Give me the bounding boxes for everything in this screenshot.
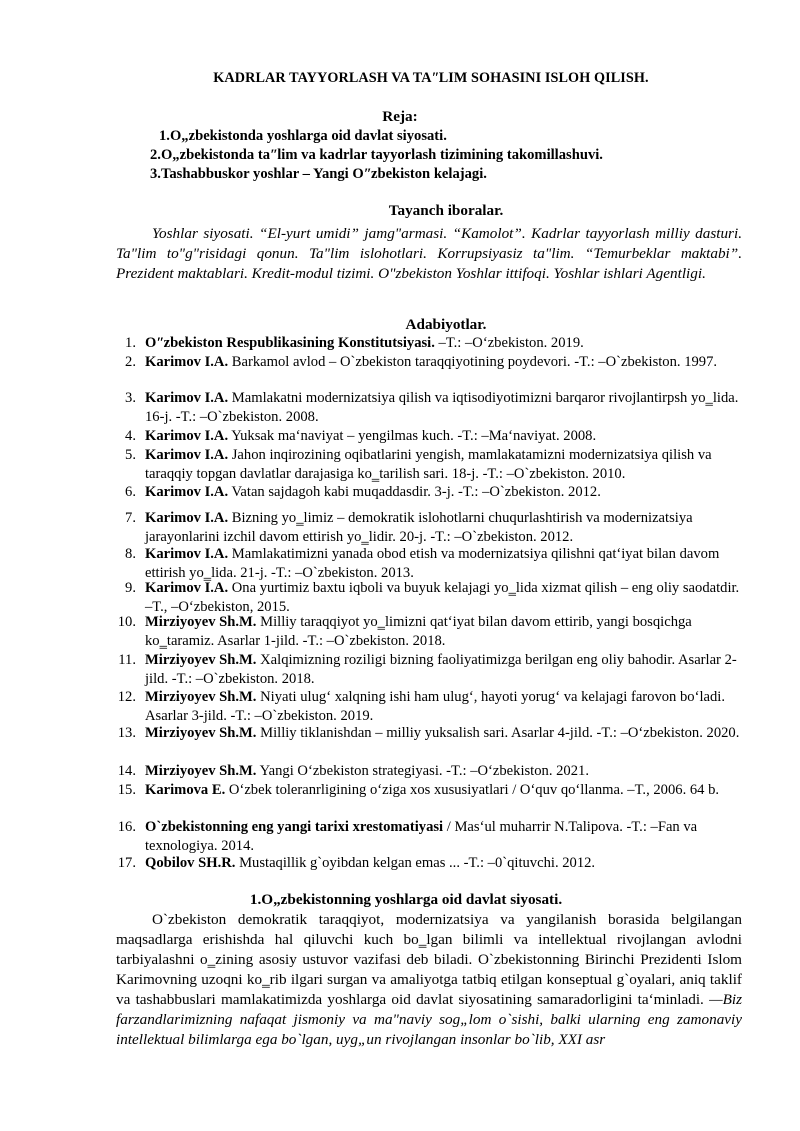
literature-item-details: Xalqimizning roziligi bizning faoliyatimizga berilgan eng oliy bahodir. Asarlar 2-jild. -T.: –O`zbekiston. 2018. <box>145 652 737 687</box>
literature-item-details: Milliy taraqqiyot yo‗limizni qatʻiyat bilan davom ettirib, yangi bosqichga ko‗taramiz. Asarlar 1-jild. -T.: –O`zbekiston. 2018. <box>145 614 692 649</box>
literature-item-text <box>145 854 744 873</box>
document-title: KADRLAR TAYYORLASH VA TAʺLIM SOHASINI ISLOH QILISH. <box>213 70 649 86</box>
literature-item <box>108 446 744 483</box>
literature-item-author: Mirziyoyev Sh.M. <box>145 725 257 741</box>
plan-item-text: O„zbekistonda yoshlarga oid davlat siyosati. <box>169 128 447 144</box>
literature-item-details: Mamlakatimizni yanada obod etish va modernizatsiya qilishni qatʻiyat bilan davom ettirish yo‗lida. 21-j. -T.: –O`zbekiston. 2013. <box>145 546 720 581</box>
literature-item-author: Qobilov SH.R. <box>145 855 236 871</box>
plan-heading: Reja: <box>382 108 418 125</box>
literature-item-text <box>145 545 744 582</box>
literature-item-text <box>145 483 744 502</box>
literature-item-details: Jahon inqirozining oqibatlarini yengish, mamlakatamizni modernizatsiya qilish va taraqqiy topgan davlatlar darajasiga ko‗tarilish sari. 18-j. -T.: –O`zbekiston. 2010. <box>145 447 712 482</box>
section-heading: 1.O„zbekistonning yoshlarga oid davlat siyosati. <box>249 891 563 908</box>
literature-item-author: O`zbekistonning eng yangi tarixi xrestomatiyasi <box>145 819 444 835</box>
plan-item <box>150 147 603 164</box>
literature-item-details: Milliy tiklanishdan – milliy yuksalish sari. Asarlar 4-jild. -T.: –O‘zbekiston. 2020. <box>256 725 740 741</box>
plan-item-text: O„zbekistonda taʺlim va kadrlar tayyorlash tizimining takomillashuvi. <box>160 147 603 163</box>
literature-item-number: 7. <box>125 510 136 526</box>
key-terms-heading: Tayanch iboralar. <box>388 202 504 219</box>
literature-item-author: Karimov I.A. <box>145 580 229 596</box>
literature-item-text <box>145 613 744 650</box>
literature-item-text <box>145 509 744 546</box>
literature-item <box>108 762 744 781</box>
literature-item <box>108 651 744 688</box>
literature-item <box>108 427 744 446</box>
literature-item-author: Karimov I.A. <box>145 510 229 526</box>
literature-item-author: Karimov I.A. <box>145 484 229 500</box>
literature-item <box>108 818 744 855</box>
literature-item-number: 4. <box>125 428 136 444</box>
literature-heading: Adabiyotlar. <box>405 316 487 333</box>
plan-item-number: 2. <box>150 147 161 163</box>
literature-item-number: 3. <box>125 390 136 406</box>
literature-item <box>108 724 744 743</box>
literature-item-number: 6. <box>125 484 136 500</box>
literature-item <box>108 688 744 725</box>
literature-item-text <box>145 762 744 781</box>
literature-item <box>108 781 744 800</box>
literature-item-text <box>145 818 744 855</box>
literature-item-details: Niyati ulug‘ xalqning ishi ham ulug‘, hayoti yorug‘ va kelajagi farovon bo‘ladi. Asarlar 3-jild. -T.: –O`zbekiston. 2019. <box>145 689 725 724</box>
literature-item <box>108 509 744 546</box>
literature-item-author: Karimova E. <box>145 782 226 798</box>
literature-item-text <box>145 427 744 446</box>
literature-item-text <box>145 446 744 483</box>
plan-item-number: 1. <box>159 128 170 144</box>
literature-item-details: Yangi O‘zbekiston strategiyasi. -T.: –O‘zbekiston. 2021. <box>256 763 589 779</box>
literature-item-number: 14. <box>117 763 136 779</box>
literature-item-number: 9. <box>125 580 136 596</box>
literature-item <box>108 389 744 426</box>
literature-item-number: 5. <box>125 447 136 463</box>
literature-item-details: Mamlakatni modernizatsiya qilish va iqtisodiyotimizni barqaror rivojlantirpsh yo‗lida. 16-j. -T.: –O`zbekiston. 2008. <box>145 390 739 425</box>
section-quote-text: —Biz farzandlarimizning nafaqat jismoniy va maʺnaviy sog„lom o`sishi, balki ularning eng zamonaviy intellektual bilimlarga ega bo`lgan, uyg„un rivojlangan insonlar bo`lib, XXI asr <box>116 991 742 1048</box>
literature-item-details: O‘zbek toleranrligining o‘ziga xos xususiyatlari / O‘quv qo‘llanma. –T., 2006. 64 b. <box>225 782 720 798</box>
plan-item-number: 3. <box>150 166 161 182</box>
literature-item <box>108 613 744 650</box>
literature-item-details: Yuksak maʻnaviyat – yengilmas kuch. -T.: –Maʻnaviyat. 2008. <box>228 428 597 444</box>
literature-item-author: Mirziyoyev Sh.M. <box>145 763 257 779</box>
literature-item-number: 2. <box>125 354 136 370</box>
literature-item-author: Karimov I.A. <box>145 447 229 463</box>
literature-item <box>108 334 744 353</box>
literature-item-text <box>145 579 744 616</box>
literature-item-number: 16. <box>117 819 136 835</box>
literature-item-text <box>145 353 744 372</box>
literature-item-details: Mustaqillik g`oyibdan kelgan emas ... -T.: –0`qituvchi. 2012. <box>235 855 596 871</box>
literature-item-details: Vatan sajdagoh kabi muqaddasdir. 3-j. -T.: –O`zbekiston. 2012. <box>228 484 601 500</box>
literature-item-author: Mirziyoyev Sh.M. <box>145 614 257 630</box>
literature-item-details: –T.: –O‘zbekiston. 2019. <box>434 335 584 351</box>
literature-item-details: Barkamol avlod – O`zbekiston taraqqiyotining poydevori. -T.: –O`zbekiston. 1997. <box>228 354 718 370</box>
literature-item-text <box>145 651 744 688</box>
literature-item <box>108 353 744 372</box>
literature-item-text <box>145 688 744 725</box>
literature-item-details: / Mas‘ul muharrir N.Talipova. -T.: –Fan va texnologiya. 2014. <box>145 819 698 854</box>
literature-item-number: 17. <box>117 855 136 871</box>
literature-item-author: Karimov I.A. <box>145 354 229 370</box>
literature-item-author: Karimov I.A. <box>145 390 229 406</box>
plan-item <box>159 128 447 145</box>
literature-item-number: 10. <box>117 614 136 630</box>
key-terms-paragraph <box>116 224 742 284</box>
plan-item <box>150 166 487 183</box>
literature-item-author: Mirziyoyev Sh.M. <box>145 652 257 668</box>
literature-item-text <box>145 334 744 353</box>
literature-item-text <box>145 389 744 426</box>
literature-item-text <box>145 781 744 800</box>
literature-item-author: Karimov I.A. <box>145 428 229 444</box>
literature-item-details: Ona yurtimiz baxtu iqboli va buyuk kelajagi yo‗lida xizmat qilish – eng oliy saodatdir. –T., –O‘zbekiston, 2015. <box>145 580 740 615</box>
literature-item-number: 13. <box>117 725 136 741</box>
key-terms-text: Yoshlar siyosati. “El-yurt umidi” jamgʺarmasi. “Kamolot”. Kadrlar tayyorlash milliy dasturi. Taʺlim toʺgʺrisidagi qonun. Taʺlim islohotlari. Korrupsiyasiz taʺlim. “Temurbeklar maktabi”. Prezident maktablari. Kredit-modul tizimi. Oʺzbekiston Yoshlar ittifoqi. Yoshlar ishlari Agentligi. <box>116 225 742 282</box>
plan-item-text: Tashabbuskor yoshlar – Yangi Oʺzbekiston kelajagi. <box>160 166 487 182</box>
literature-item-text <box>145 724 744 743</box>
literature-item-number: 15. <box>117 782 136 798</box>
literature-item-details: Bizning yo‗limiz – demokratik islohotlarni chuqurlashtirish va modernizatsiya jarayonlarini izchil davom ettirish yo‗lidir. 20-j. -T.: –O`zbekiston. 2012. <box>145 510 693 545</box>
literature-item-number: 8. <box>125 546 136 562</box>
literature-item <box>108 483 744 502</box>
literature-item-number: 11. <box>118 652 136 668</box>
literature-item-author: Karimov I.A. <box>145 546 229 562</box>
literature-item-author: Mirziyoyev Sh.M. <box>145 689 257 705</box>
section-paragraph <box>116 910 742 1050</box>
literature-item <box>108 545 744 582</box>
literature-item-number: 1. <box>125 335 136 351</box>
literature-item-author: Oʺzbekiston Respublikasining Konstitutsiyasi. <box>145 335 435 351</box>
literature-item <box>108 579 744 616</box>
literature-item <box>108 854 744 873</box>
literature-item-number: 12. <box>117 689 136 705</box>
section-text: O`zbekiston demokratik taraqqiyot, modernizatsiya va yangilanish borasida belgilangan maqsadlarga erishishda hal qiluvchi kuch bo‗lgan bilimli va intellektual rivojlangan avlodni tarbiyalashni o‗zining asosiy ustuvor vazifasi deb biladi. O`zbekistonning Birinchi Prezidenti Islom Karimovning uzoqni ko‗rib ilgari surgan va amaliyotga tatbiq etilgan konseptual g`oyalari, aniq taklif va tashabbuslari mamlakatimizda yoshlarga oid davlat siyosatining samaradorligini ta‘minladi. <box>116 911 742 1008</box>
